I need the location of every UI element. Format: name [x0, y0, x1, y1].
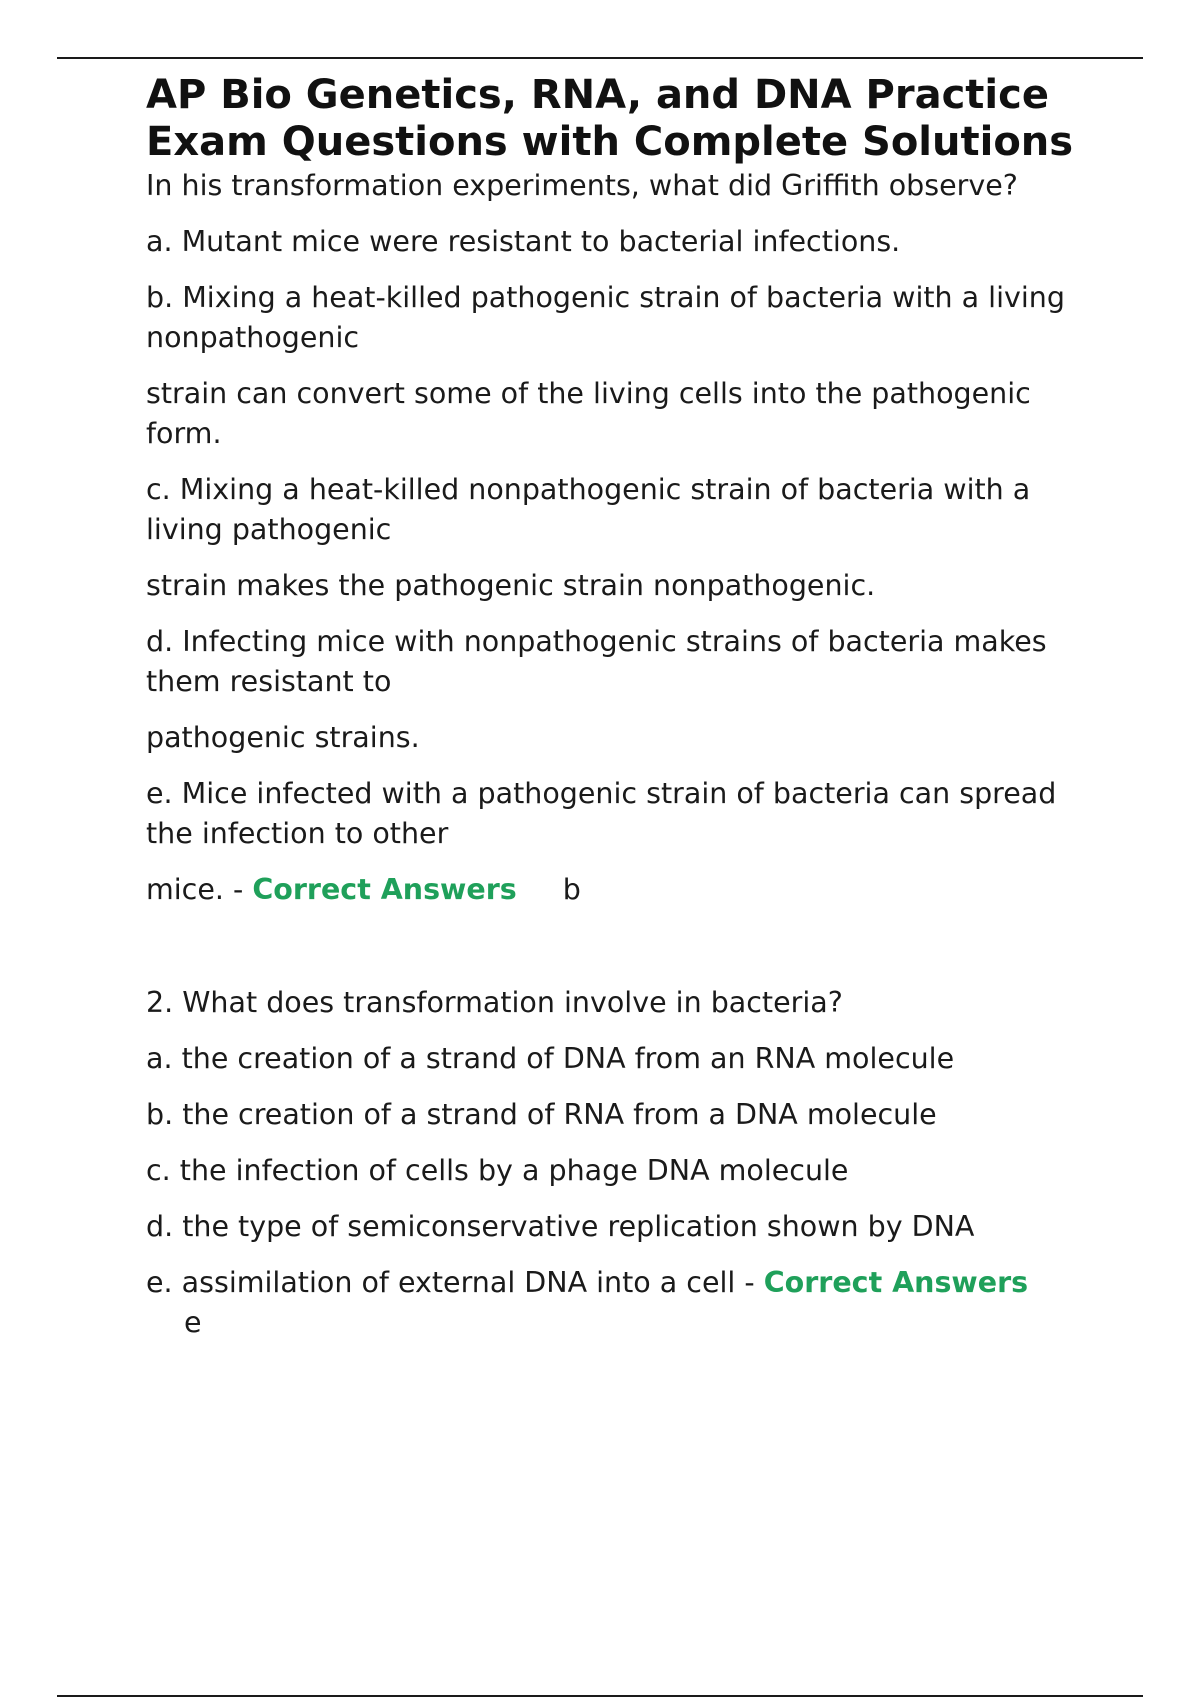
option-e: e. Mice infected with a pathogenic strain of bacteria can spread the infection to other — [146, 777, 1057, 850]
option-e-continued: mice. - — [146, 873, 253, 906]
option-b-continued: strain can convert some of the living cells into the pathogenic form. — [146, 377, 1031, 450]
title-line-1: AP Bio Genetics, RNA, and DNA Practice — [146, 72, 1049, 118]
top-rule — [57, 57, 1143, 59]
title-line-2: Exam Questions with Complete Solutions — [146, 119, 1074, 165]
question-2 — [146, 983, 1086, 1343]
correct-answers-label: Correct Answers — [763, 1266, 1029, 1299]
correct-answers-label: Correct Answers — [252, 873, 517, 906]
question-prompt: In his transformation experiments, what did Griffith observe? — [146, 169, 1018, 202]
answer-line — [146, 870, 1086, 910]
correct-answer-value: b — [562, 873, 581, 906]
option-b: b. the creation of a strand of RNA from a DNA molecule — [146, 1098, 937, 1131]
option-b: b. Mixing a heat-killed pathogenic strain of bacteria with a living nonpathogenic — [146, 281, 1065, 354]
document-title — [146, 72, 1086, 166]
option-d-continued: pathogenic strains. — [146, 721, 420, 754]
document-body — [146, 72, 1086, 1343]
correct-answer-value: e — [184, 1306, 202, 1339]
question-prompt: 2. What does transformation involve in bacteria? — [146, 986, 843, 1019]
option-c-continued: strain makes the pathogenic strain nonpathogenic. — [146, 569, 876, 602]
option-a: a. the creation of a strand of DNA from an RNA molecule — [146, 1042, 955, 1075]
option-e: e. assimilation of external DNA into a cell - — [146, 1266, 764, 1299]
option-c: c. Mixing a heat-killed nonpathogenic strain of bacteria with a living pathogenic — [146, 473, 1031, 546]
option-d: d. the type of semiconservative replication shown by DNA — [146, 1210, 975, 1243]
question-1 — [146, 166, 1086, 910]
bottom-rule — [57, 1695, 1143, 1697]
option-c: c. the infection of cells by a phage DNA molecule — [146, 1154, 849, 1187]
answer-line — [146, 1263, 1086, 1343]
option-a: a. Mutant mice were resistant to bacterial infections. — [146, 225, 901, 258]
option-d: d. Infecting mice with nonpathogenic strains of bacteria makes them resistant to — [146, 625, 1047, 698]
